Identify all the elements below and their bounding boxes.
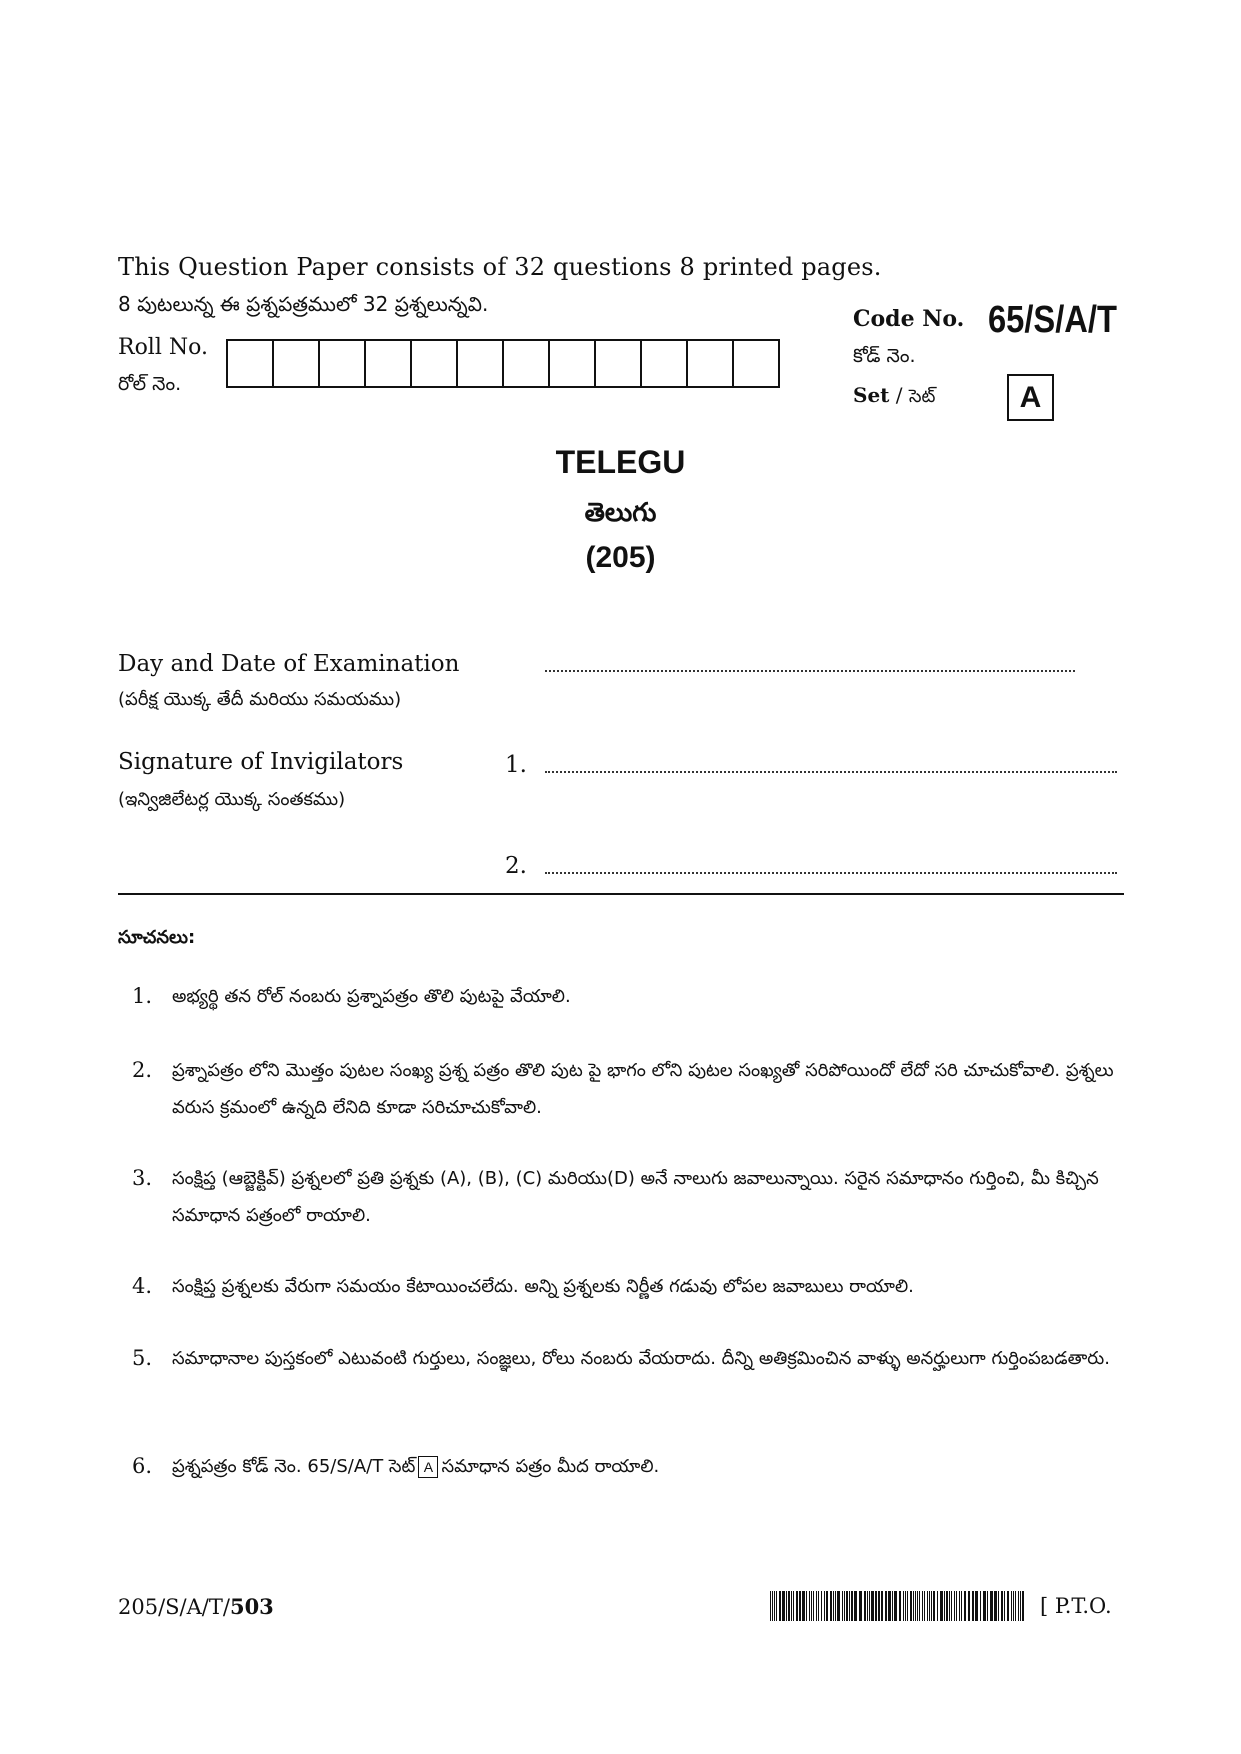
barcode-bar bbox=[987, 1591, 988, 1621]
footer-code-bold: 503 bbox=[229, 1594, 274, 1619]
instruction-item bbox=[132, 1160, 1127, 1234]
instruction-number: 6. bbox=[132, 1454, 153, 1478]
barcode-bar bbox=[867, 1591, 868, 1621]
barcode-bar bbox=[951, 1591, 952, 1621]
barcode-bar bbox=[931, 1591, 932, 1621]
barcode-bar bbox=[949, 1591, 950, 1621]
barcode-bar bbox=[940, 1591, 943, 1621]
barcode-bar bbox=[864, 1591, 866, 1621]
barcode-bar bbox=[802, 1591, 805, 1621]
code-number: 65/S/A/T bbox=[988, 299, 1117, 341]
barcode-bar bbox=[844, 1591, 845, 1621]
barcode-bar bbox=[964, 1591, 966, 1621]
roll-number-box[interactable] bbox=[504, 341, 550, 386]
barcode-bar bbox=[892, 1591, 893, 1621]
signature-2-number: 2. bbox=[505, 853, 527, 879]
barcode-bar bbox=[806, 1591, 807, 1621]
barcode-bar bbox=[846, 1591, 848, 1621]
barcode-bar bbox=[922, 1591, 923, 1621]
barcode-bar bbox=[919, 1591, 920, 1621]
barcode-bar bbox=[983, 1591, 986, 1621]
barcode-bar bbox=[799, 1591, 801, 1621]
roll-number-box[interactable] bbox=[366, 341, 412, 386]
barcode-bar bbox=[782, 1591, 785, 1621]
barcode-bar bbox=[961, 1591, 962, 1621]
barcode bbox=[770, 1591, 1028, 1621]
instruction-text-before: ప్రశ్నపత్రం కోడ్ నెం. 65/S/A/T సెట్ bbox=[172, 1456, 416, 1477]
barcode-bar bbox=[990, 1591, 993, 1621]
barcode-bar bbox=[772, 1591, 773, 1621]
pto-label: [ P.T.O. bbox=[1040, 1594, 1112, 1618]
barcode-bar bbox=[1007, 1591, 1009, 1621]
roll-number-box[interactable] bbox=[412, 341, 458, 386]
barcode-bar bbox=[929, 1591, 930, 1621]
barcode-bar bbox=[811, 1591, 812, 1621]
barcode-bar bbox=[854, 1591, 857, 1621]
barcode-bar bbox=[994, 1591, 997, 1621]
barcode-bar bbox=[885, 1591, 887, 1621]
barcode-bar bbox=[837, 1591, 840, 1621]
barcode-bar bbox=[786, 1591, 787, 1621]
barcode-bar bbox=[968, 1591, 970, 1621]
barcode-bar bbox=[776, 1591, 777, 1621]
exam-date-line[interactable] bbox=[545, 670, 1075, 672]
pages-info-english: This Question Paper consists of 32 questions 8 printed pages. bbox=[118, 253, 882, 281]
barcode-bar bbox=[878, 1591, 880, 1621]
subject-title-english: TELEGU bbox=[555, 444, 686, 480]
roll-number-box[interactable] bbox=[550, 341, 596, 386]
section-divider bbox=[118, 893, 1124, 895]
roll-number-box[interactable] bbox=[688, 341, 734, 386]
barcode-bar bbox=[975, 1591, 978, 1621]
barcode-bar bbox=[899, 1591, 901, 1621]
instruction-number: 3. bbox=[132, 1166, 153, 1190]
signature-label-telugu: (ఇన్విజిలేటర్ల యొక్క సంతకము) bbox=[118, 789, 346, 810]
instruction-item bbox=[132, 978, 1127, 1015]
barcode-bar bbox=[917, 1591, 918, 1621]
barcode-bar bbox=[859, 1591, 862, 1621]
instruction-item bbox=[132, 1052, 1127, 1126]
instruction-text bbox=[172, 1448, 1127, 1485]
barcode-bar bbox=[1020, 1591, 1021, 1621]
set-label bbox=[853, 383, 935, 411]
barcode-bar bbox=[824, 1591, 825, 1621]
set-label-telugu: సెట్ bbox=[908, 386, 936, 407]
barcode-bar bbox=[894, 1591, 897, 1621]
barcode-bar bbox=[835, 1591, 836, 1621]
footer-code-prefix: 205/S/A/T/ bbox=[118, 1595, 230, 1619]
barcode-bar bbox=[910, 1591, 912, 1621]
code-label-telugu: కోడ్ నెం. bbox=[853, 345, 916, 367]
set-label-english: Set bbox=[853, 383, 890, 407]
barcode-bar bbox=[849, 1591, 850, 1621]
instruction-number: 5. bbox=[132, 1346, 153, 1370]
barcode-bar bbox=[954, 1591, 955, 1621]
barcode-bar bbox=[1018, 1591, 1019, 1621]
roll-number-box[interactable] bbox=[734, 341, 778, 386]
roll-number-boxes[interactable] bbox=[226, 339, 780, 388]
barcode-bar bbox=[842, 1591, 843, 1621]
roll-label-english: Roll No. bbox=[118, 335, 208, 360]
signature-2-line[interactable] bbox=[545, 872, 1117, 874]
barcode-bar bbox=[980, 1591, 981, 1621]
roll-number-box[interactable] bbox=[228, 341, 274, 386]
barcode-bar bbox=[851, 1591, 853, 1621]
set-box: A bbox=[1007, 374, 1054, 421]
barcode-bar bbox=[888, 1591, 891, 1621]
barcode-bar bbox=[1011, 1591, 1012, 1621]
barcode-bar bbox=[903, 1591, 904, 1621]
instruction-text-after: సమాధాన పత్రం మీద రాయాలి. bbox=[441, 1456, 660, 1477]
barcode-bar bbox=[937, 1591, 938, 1621]
barcode-bar bbox=[1022, 1591, 1024, 1621]
signature-label-english: Signature of Invigilators bbox=[118, 749, 404, 775]
signature-1-line[interactable] bbox=[545, 771, 1117, 773]
instruction-item bbox=[132, 1268, 1127, 1305]
barcode-bar bbox=[924, 1591, 925, 1621]
barcode-bar bbox=[830, 1591, 832, 1621]
instruction-text: అభ్యర్థి తన రోల్ నంబరు ప్రశ్నాపత్రం తొలి పుటపై వేయాలి. bbox=[172, 986, 571, 1007]
barcode-bar bbox=[959, 1591, 960, 1621]
barcode-bar bbox=[833, 1591, 834, 1621]
barcode-bar bbox=[944, 1591, 945, 1621]
instruction-item bbox=[132, 1448, 1127, 1485]
barcode-bar bbox=[826, 1591, 828, 1621]
roll-number-box[interactable] bbox=[642, 341, 688, 386]
instruction-text: సమాధానాల పుస్తకంలో ఎటువంటి గుర్తులు, సంజ్ఞలు, రోలు నంబరు వేయరాదు. దీన్ని అతిక్రమించిన వాళ్ళు అనర్హులుగా గుర్తింపబడతారు. bbox=[172, 1348, 1110, 1369]
barcode-bar bbox=[1001, 1591, 1003, 1621]
code-label-english: Code No. bbox=[853, 306, 965, 332]
instruction-number: 4. bbox=[132, 1274, 153, 1298]
barcode-bar bbox=[972, 1591, 974, 1621]
set-label-separator: / bbox=[889, 383, 909, 407]
barcode-bar bbox=[791, 1591, 792, 1621]
barcode-bar bbox=[821, 1591, 822, 1621]
barcode-bar bbox=[1015, 1591, 1016, 1621]
barcode-bar bbox=[796, 1591, 798, 1621]
barcode-bar bbox=[788, 1591, 790, 1621]
roll-number-box[interactable] bbox=[274, 341, 320, 386]
instructions-title: సూచనలు: bbox=[118, 927, 196, 948]
instruction-text: ప్రశ్నాపత్రం లోని మొత్తం పుటల సంఖ్య ప్రశ్న పత్రం తొలి పుట పై భాగం లోని పుటల సంఖ్యతో సరిపోయిందో లేదో సరి చూచుకోవాలి. ప్రశ్నలు వరుస క్రమంలో ఉన్నది లేనిది కూడా సరిచూచుకోవాలి. bbox=[172, 1060, 1114, 1118]
barcode-bar bbox=[770, 1591, 771, 1621]
barcode-bar bbox=[869, 1591, 870, 1621]
barcode-bar bbox=[907, 1591, 908, 1621]
footer-paper-code bbox=[118, 1594, 274, 1619]
barcode-bar bbox=[818, 1591, 819, 1621]
barcode-bar bbox=[779, 1591, 781, 1621]
exam-date-label-english: Day and Date of Examination bbox=[118, 651, 460, 677]
instruction-text: సంక్షిప్త (ఆబ్జెక్టివ్) ప్రశ్నలలో ప్రతి ప్రశ్నకు (A), (B), (C) మరియు(D) అనే నాలుగు జవాలున్నాయి. సరైన సమాధానం గుర్తించి, మీ కిచ్చిన సమాధాన పత్రంలో రాయాలి. bbox=[172, 1168, 1099, 1226]
barcode-bar bbox=[1004, 1591, 1005, 1621]
instruction-number: 2. bbox=[132, 1058, 153, 1082]
barcode-bar bbox=[905, 1591, 906, 1621]
signature-1-number: 1. bbox=[505, 752, 527, 778]
barcode-bar bbox=[927, 1591, 928, 1621]
barcode-bar bbox=[809, 1591, 810, 1621]
barcode-bar bbox=[915, 1591, 916, 1621]
subject-code: (205) bbox=[585, 541, 656, 574]
barcode-bar bbox=[998, 1591, 999, 1621]
subject-title-telugu: తెలుగు bbox=[584, 498, 657, 528]
barcode-bar bbox=[871, 1591, 874, 1621]
exam-date-label-telugu: (పరీక్ష యొక్క తేదీ మరియు సమయము) bbox=[118, 689, 402, 710]
instruction-number: 1. bbox=[132, 984, 153, 1008]
barcode-bar bbox=[813, 1591, 814, 1621]
instruction-item bbox=[132, 1340, 1127, 1377]
barcode-bar bbox=[913, 1591, 914, 1621]
instruction-text: సంక్షిప్త ప్రశ్నలకు వేరుగా సమయం కేటాయించలేదు. అన్ని ప్రశ్నలకు నిర్ణీత గడువు లోపల జవాబులు రాయాలి. bbox=[172, 1276, 914, 1297]
barcode-bar bbox=[956, 1591, 957, 1621]
roll-number-box[interactable] bbox=[320, 341, 366, 386]
barcode-bar bbox=[816, 1591, 817, 1621]
barcode-bar bbox=[946, 1591, 948, 1621]
pages-info-telugu: 8 పుటలున్న ఈ ప్రశ్నపత్రములో 32 ప్రశ్నలున్నవి. bbox=[118, 292, 489, 316]
roll-label-telugu: రోల్ నెం. bbox=[118, 373, 182, 395]
barcode-bar bbox=[933, 1591, 935, 1621]
roll-number-box[interactable] bbox=[458, 341, 504, 386]
barcode-bar bbox=[881, 1591, 883, 1621]
barcode-bar bbox=[774, 1591, 775, 1621]
barcode-bar bbox=[793, 1591, 794, 1621]
barcode-bar bbox=[1013, 1591, 1014, 1621]
roll-number-box[interactable] bbox=[596, 341, 642, 386]
barcode-bar bbox=[875, 1591, 877, 1621]
set-inline-box: A bbox=[418, 1456, 438, 1478]
